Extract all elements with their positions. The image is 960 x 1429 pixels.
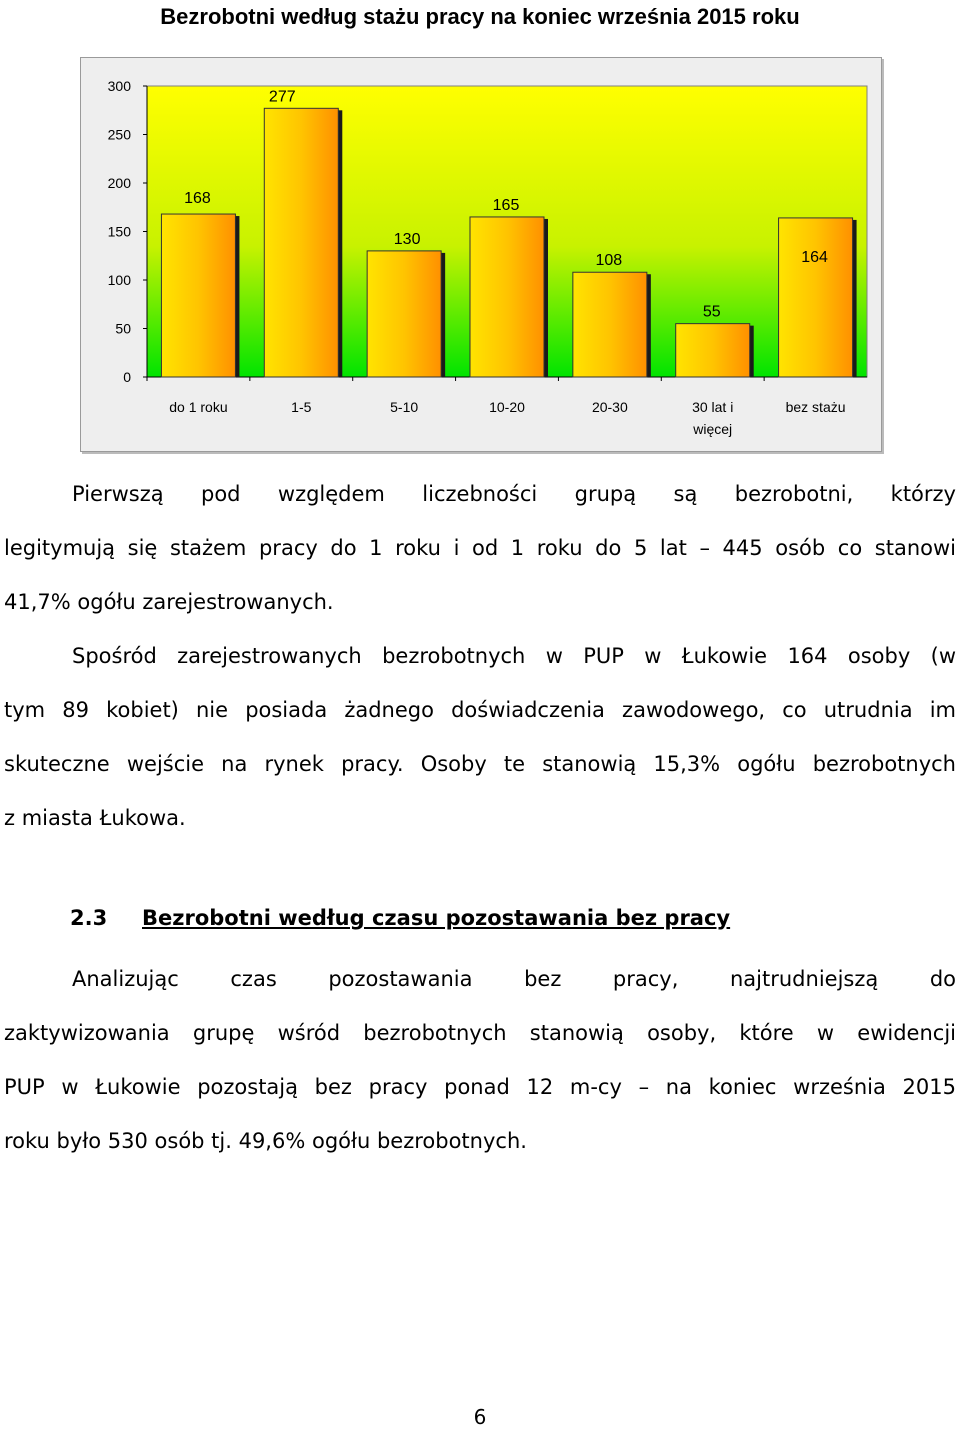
y-tick-label: 100: [107, 272, 131, 288]
paragraph-staz-1-5: [4, 467, 956, 629]
paragraph-line: roku było 530 osób tj. 49,6% ogółu bezrobotnych.: [4, 1129, 527, 1153]
x-tick-label: 10-20: [489, 399, 525, 415]
x-tick-label: 5-10: [390, 399, 419, 415]
x-tick-label: 20-30: [591, 399, 628, 415]
bar: [161, 214, 235, 377]
paragraph-czas-bez-pracy: [4, 952, 956, 1168]
bar-value-label: 130: [393, 230, 421, 248]
x-tick-label: bez stażu: [785, 399, 846, 415]
y-tick-label: 150: [107, 223, 131, 240]
bar-value-label: 164: [801, 248, 828, 266]
paragraph-line: z miasta Łukowa.: [4, 806, 186, 830]
bar: [676, 324, 750, 377]
y-tick-label: 200: [107, 175, 131, 191]
x-tick-label: 30 lat i więcej: [692, 399, 734, 437]
section-number: 2.3: [70, 906, 108, 930]
chart-svg: [81, 58, 881, 451]
section-title: Bezrobotni według czasu pozostawania bez pracy: [142, 906, 731, 930]
page-number: 6: [473, 1405, 487, 1429]
paragraph-line: skuteczne wejście na rynek pracy. Osoby te stanowią 15,3% ogółu bezrobotnych: [4, 752, 956, 776]
section-heading: [70, 906, 730, 930]
paragraph-line: Spośród zarejestrowanych bezrobotnych w PUP w Łukowie 164 osoby (w: [72, 644, 956, 668]
bar: [779, 218, 853, 377]
chart-title: Bezrobotni według stażu pracy na koniec września 2015 roku: [160, 4, 800, 29]
paragraph-line: tym 89 kobiet) nie posiada żadnego doświadczenia zawodowego, co utrudnia im: [4, 698, 956, 722]
x-tick-label: do 1 roku: [169, 399, 228, 415]
bar-value-label: 108: [595, 252, 623, 270]
paragraph-line: Analizując czas pozostawania bez pracy, najtrudniejszą do: [72, 967, 956, 991]
bar: [264, 108, 338, 377]
bar-chart: [80, 57, 882, 452]
y-tick-label: 50: [115, 320, 131, 337]
bar: [470, 217, 544, 377]
x-tick-label: 1-5: [291, 399, 312, 415]
paragraph-line: zaktywizowania grupę wśród bezrobotnych stanowią osoby, które w ewidencji: [4, 1021, 956, 1045]
bar-value-label: 168: [184, 190, 211, 208]
paragraph-line: 41,7% ogółu zarejestrowanych.: [4, 590, 334, 614]
bar-value-label: 55: [702, 303, 721, 321]
bar-value-label: 165: [492, 196, 520, 214]
paragraph-line: Pierwszą pod względem liczebności grupą są bezrobotni, którzy: [72, 482, 956, 506]
paragraph-bez-stazu: [4, 629, 956, 845]
bar: [573, 272, 647, 377]
bar: [367, 251, 441, 377]
bar-value-label: 277: [268, 88, 296, 106]
y-tick-label: 300: [107, 78, 131, 94]
paragraph-line: legitymują się stażem pracy do 1 roku i od 1 roku do 5 lat – 445 osób co stanowi: [4, 536, 956, 560]
paragraph-line: PUP w Łukowie pozostają bez pracy ponad 12 m-cy – na koniec września 2015: [4, 1075, 956, 1099]
y-tick-label: 250: [107, 126, 131, 143]
y-tick-label: 0: [123, 369, 131, 385]
